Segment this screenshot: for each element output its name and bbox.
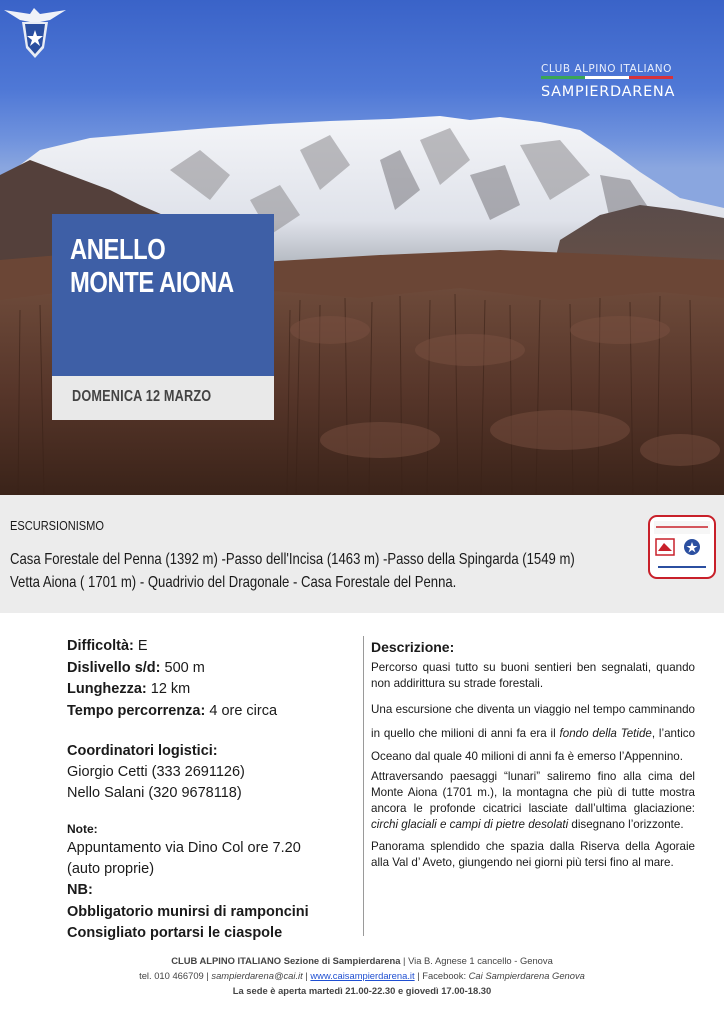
footer-hours: La sede è aperta martedì 21.00-22.30 e giovedì 17.00-18.30: [232, 985, 492, 996]
route-description: [10, 548, 575, 594]
notes-line-2: (auto proprie): [67, 861, 155, 877]
cai-eagle-logo-icon: [0, 0, 220, 66]
p3-italic: circhi glaciali e campi di pietre desolati: [371, 817, 569, 831]
footer-website-link[interactable]: www.caisampierdarena.it: [310, 970, 415, 981]
footer: [0, 953, 724, 998]
time-label: Tempo percorrenza:: [67, 702, 206, 719]
elevation-row: [67, 658, 357, 680]
elevation-label: Dislivello s/d:: [67, 659, 161, 676]
nb-line-2: Consigliato portarsi le ciaspole: [67, 925, 283, 941]
route-line-2: Vetta Aiona ( 1701 m) - Quadrivio del Dragonale - Casa Forestale del Penna.: [10, 574, 457, 591]
trip-details: [67, 636, 357, 945]
p2-text-a: Una escursione che diventa un viaggio nel tempo camminando in quello che milioni di anni fa era il: [371, 703, 695, 740]
description-section: [371, 637, 695, 871]
description-paragraph-4: Panorama splendido che spazia dalla Riserva della Agoraie alla Val d’ Aveto, giungendo nei giorni più tersi fino al mare.: [371, 839, 695, 869]
footer-line-1: [0, 953, 724, 968]
p3-text-a: Attraversando paesaggi “lunari” saliremo fino alla cima del Monte Aiona (1701 m.), la montagna che più di tutte mostra ancora le profonde cicatrici lasciate dall’ultima glaciazione:: [371, 769, 695, 815]
footer-email[interactable]: sampierdarena@cai.it: [211, 970, 303, 981]
time-value: 4 ore circa: [205, 702, 278, 719]
route-line-1: Casa Forestale del Penna (1392 m) -Passo dell'Incisa (1463 m) -Passo della Spingarda (1549 m): [10, 551, 575, 568]
length-row: [67, 679, 357, 701]
logo-line-1: CLUB ALPINO ITALIANO: [541, 63, 672, 75]
description-paragraph-2: [371, 698, 695, 769]
coordinator-1: Giorgio Cetti (333 2691126): [67, 764, 245, 780]
difficulty-label: Difficoltà:: [67, 638, 134, 654]
notes-line-1: Appuntamento via Dino Col ore 7.20: [67, 840, 301, 856]
event-date: DOMENICA 12 MARZO: [72, 388, 212, 405]
footer-org: CLUB ALPINO ITALIANO Sezione di Sampierdarena: [171, 955, 401, 966]
coordinator-2: Nello Salani (320 9678118): [67, 785, 242, 801]
nb-line-1: Obbligatorio munirsi di ramponcini: [67, 903, 309, 920]
event-title-line-2: MONTE AIONA: [70, 267, 234, 299]
footer-address: | Via B. Agnese 1 cancello - Genova: [400, 955, 553, 966]
p2-italic: fondo della Tetide: [559, 726, 652, 740]
length-value: 12 km: [146, 681, 191, 697]
footer-line-2: [0, 968, 724, 983]
difficulty-value: E: [133, 638, 148, 654]
logo-flag-stripe: [541, 76, 673, 79]
footer-facebook[interactable]: Cai Sampierdarena Genova: [468, 970, 585, 981]
footer-tel: tel. 010 466709 |: [139, 970, 212, 981]
description-paragraph-1: Percorso quasi tutto su buoni sentieri ben segnalati, quando non addirittura su strade forestali.: [371, 661, 695, 690]
footer-sep: |: [302, 970, 311, 981]
nb-label: NB:: [67, 882, 93, 898]
hero-photo: [0, 0, 724, 495]
length-label: Lunghezza:: [67, 681, 147, 697]
time-row: [67, 701, 357, 723]
difficulty-row: [67, 636, 357, 658]
elevation-value: 500 m: [160, 659, 205, 676]
description-heading: Descrizione:: [371, 639, 455, 655]
activity-category: ESCURSIONISMO: [10, 518, 104, 533]
logo-line-2: SAMPIERDARENA: [541, 84, 676, 100]
notes-label: Note:: [67, 822, 98, 836]
footer-line-3: [0, 983, 724, 998]
event-title: [70, 234, 234, 300]
event-title-line-1: ANELLO: [70, 234, 166, 266]
coordinators-label: Coordinatori logistici:: [67, 743, 218, 759]
footer-facebook-label: | Facebook:: [414, 970, 469, 981]
column-divider: [363, 636, 364, 936]
p3-text-b: disegnano l’orizzonte.: [568, 817, 684, 831]
p2-text-b: , l’antico Oceano dal quale 40 milioni di anni fa è emerso l’Appennino.: [371, 726, 696, 763]
cai-escursionismo-badge-icon: [648, 515, 716, 579]
description-paragraph-3: [371, 769, 695, 833]
